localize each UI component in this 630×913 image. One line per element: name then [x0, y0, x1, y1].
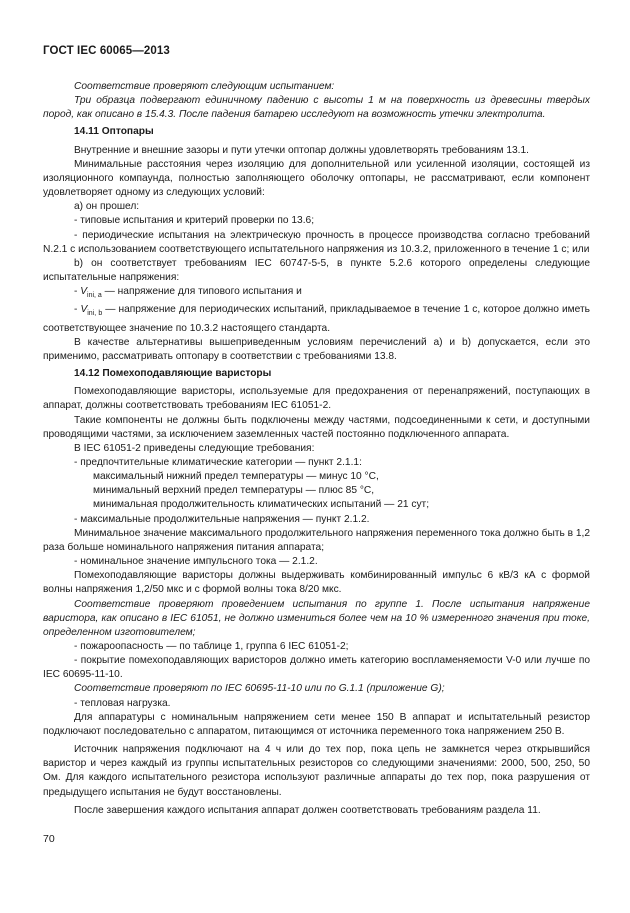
paragraph: - пожароопасность — по таблице 1, группа 6 IEC 61051-2;: [74, 641, 349, 652]
paragraph: Такие компоненты не должны быть подключены между частями, подсоединенными к сети, и доступными проводящими частями, за исключением заземленных частей постоянно подключенного аппарата.: [43, 414, 590, 440]
paragraph: Три образца подвергают единичному падению с высоты 1 м на поверхность из древесины твердых пород, как описано в 15.4.3. После падения батарею исследуют на возможность утечки электролита.: [43, 95, 590, 121]
paragraph: Соответствие проверяют следующим испытанием:: [74, 81, 335, 92]
paragraph: максимальный нижний предел температуры — минус 10 °C,: [93, 471, 379, 483]
section-heading: 14.12 Помехоподавляющие варисторы: [74, 368, 272, 380]
paragraph: Минимальное значение максимального продолжительного напряжения переменного тока должно быть в 1,2 раза больше номинального напряжения питания аппарата;: [43, 527, 590, 553]
section-heading: 14.11 Оптопары: [74, 126, 154, 138]
paragraph: Соответствие проверяют проведением испытания по группе 1. После испытания напряжение варистора, как описано в IEC 61051, не должно измениться более чем на 10 % измеренного значения при токе, определенном изготовителем;: [43, 598, 590, 638]
paragraph: - периодические испытания на электрическую прочность в процессе производства согласно требований N.2.1 с использованием соответствующего испытательного напряжения из 10.3.2, приложенного в течение 1 с; или: [43, 229, 590, 255]
paragraph: - $V_{ini, b}$ — напряжение для периодических испытаний, прикладываемое в течение 1 с, которое должно иметь соответствующее значение по 10.3.2 настоящего стандарта.: [43, 304, 590, 334]
paragraph: Помехоподавляющие варисторы, используемые для предохранения от перенапряжений, поступающих в аппарат, должны соответствовать требованиям IEC 61051-2.: [43, 386, 590, 412]
paragraph: - предпочтительные климатические категории — пункт 2.1.1:: [74, 456, 362, 468]
document-header: ГОСТ IEC 60065—2013: [43, 45, 170, 57]
paragraph: Внутренние и внешние зазоры и пути утечки оптопар должны удовлетворять требованиям 13.1.: [74, 144, 529, 156]
voltage-symbol: V: [80, 304, 88, 316]
voltage-subscript: ini, a: [87, 292, 102, 300]
paragraph: В IEC 61051-2 приведены следующие требования:: [74, 442, 315, 454]
paragraph: После завершения каждого испытания аппарат должен соответствовать требованиям раздела 11.: [74, 804, 541, 816]
paragraph: - номинальное значение импульсного тока — 2.1.2.: [74, 556, 318, 568]
paragraph: - тепловая нагрузка.: [74, 697, 171, 709]
page-number: 70: [43, 833, 55, 845]
paragraph: - типовые испытания и критерий проверки по 13.6;: [74, 215, 315, 227]
paragraph-text: — напряжение для периодических испытаний, прикладываемое в течение 1 с, которое должно иметь соответствующее значение по 10.3.2 настоящего стандарта.: [43, 304, 590, 334]
paragraph: Минимальные расстояния через изоляцию для дополнительной или усиленной изоляции, состоящей из изоляционного компаунда, полностью заполняющего оболочку оптопары, не рассматривают, если компонент удовлетворяет одному из следующих условий:: [43, 158, 590, 199]
paragraph: a) он прошел:: [74, 201, 140, 213]
paragraph: минимальная продолжительность климатических испытаний — 21 сут;: [93, 499, 430, 511]
paragraph: Помехоподавляющие варисторы должны выдерживать комбинированный импульс 6 кВ/3 кА с формой волны напряжения 1,2/50 мкс и с формой волны тока 8/20 мкс.: [43, 570, 590, 596]
paragraph: b) он соответствует требованиям IEC 60747-5-5, в пункте 5.2.6 которого определены следующие испытательные напряжения:: [43, 257, 590, 284]
paragraph: В качестве альтернативы вышеприведенным условиям перечислений a) и b) допускается, если это применимо, рассматривать оптопару в соответствии с требованиями 13.8.: [43, 336, 590, 362]
voltage-symbol: V: [80, 286, 88, 298]
paragraph: Для аппаратуры с номинальным напряжением сети менее 150 В аппарат и испытательный резистор подключают последовательно с аппаратом, питающимся от источника переменного тока напряжением 250 В.: [43, 711, 590, 737]
paragraph: - максимальные продолжительные напряжения — пункт 2.1.2.: [74, 513, 370, 525]
paragraph: Источник напряжения подключают на 4 ч или до тех пор, пока цепь не замкнется через открывшийся варистор и через каждый из группы испытательных резисторов со следующими значениями: 2000, 500, 250, 50 Ом. Для каждого испытательного резистора используют различные аппараты до тех пор, пока разрушения от предыдущего испытания не будут восстановлены.: [43, 744, 590, 798]
document-body: [43, 80, 590, 818]
paragraph: минимальный верхний предел температуры — плюс 85 °C,: [93, 485, 375, 497]
paragraph-text: — напряжение для типового испытания и: [101, 286, 302, 298]
paragraph: - $V_{ini, a}$ — напряжение для типового испытания и: [74, 286, 302, 300]
voltage-subscript: ini, b: [87, 310, 103, 318]
paragraph: Соответствие проверяют по IEC 60695-11-10 или по G.1.1 (приложение G);: [74, 683, 445, 695]
paragraph: - покрытие помехоподавляющих варисторов должно иметь категорию воспламеняемости V-0 или лучше по IEC 60695-11-10.: [43, 655, 590, 681]
